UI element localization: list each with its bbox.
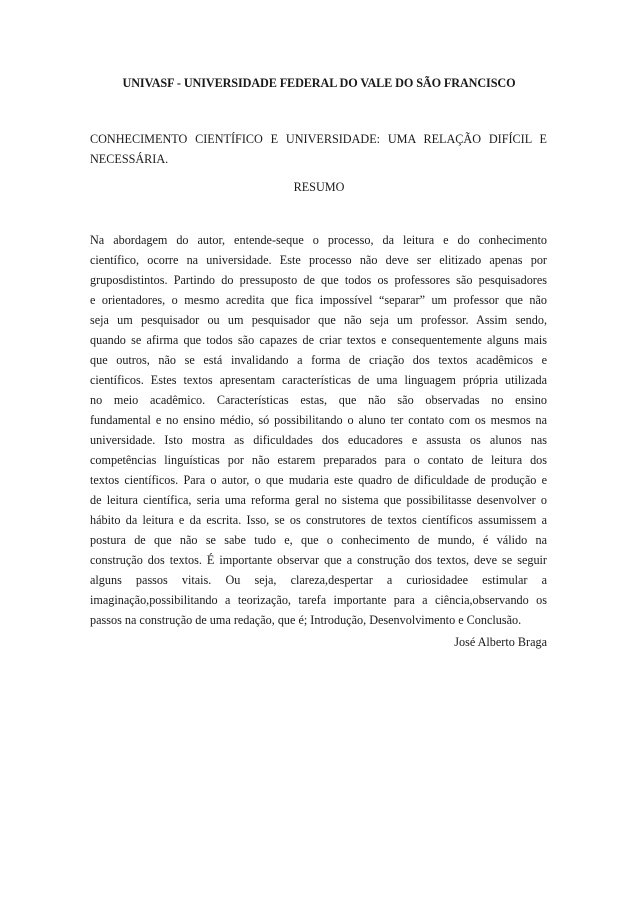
section-heading: RESUMO [293,180,345,194]
abstract-line: passos na construção de uma redação, que é; Introdução, Desenvolvimento e Conclusão. [90,613,522,627]
abstract-line: universidade. Isto mostra as dificuldades dos educadores e assusta os alunos nas [90,433,547,447]
abstract-line: imaginação,possibilitando a teorização, tarefa importante para a ciência,observando os [90,593,547,607]
abstract-line: que outros, não se está invalidando a forma de criação dos textos acadêmicos e [90,353,547,367]
abstract-line: no meio acadêmico. Características estas, que não são observadas no ensino [90,393,547,407]
abstract-line: seja um pesquisador ou um pesquisador que não seja um professor. Assim sendo, [90,313,547,327]
abstract-line: competências linguísticas por não estarem preparados para o contato de leitura dos [90,453,547,467]
abstract-line: construção dos textos. É importante observar que a construção dos textos, deve se seguir [90,553,547,567]
abstract-line: textos científicos. Para o autor, o que mudaria este quadro de dificuldade de produção e [90,473,547,487]
document-title [90,129,547,169]
abstract-line: hábito da leitura e da escrita. Isso, se os construtores de textos científicos assumissem a [90,513,547,527]
abstract-line: de leitura científica, seria uma reforma geral no sistema que possibilitasse desenvolver o [90,493,547,507]
abstract-line: Na abordagem do autor, entende-seque o processo, da leitura e do conhecimento [90,233,547,247]
institution-header: UNIVASF - UNIVERSIDADE FEDERAL DO VALE DO SÃO FRANCISCO [122,76,516,90]
abstract-line: fundamental e no ensino médio, só possibilitando o aluno ter contato com os mesmos na [90,413,547,427]
abstract-line: quando se afirma que todos são capazes de criar textos e consequentemente alguns mais [90,333,547,347]
title-line: NECESSÁRIA. [90,152,169,166]
abstract-line: alguns passos vitais. Ou seja, clareza,despertar a curiosidadee estimular a [90,573,547,587]
abstract-line: científico, ocorre na universidade. Este processo não deve ser elitizado apenas por [90,253,547,267]
abstract-line: gruposdistintos. Partindo do pressuposto de que todos os professores são pesquisadores [90,273,547,287]
abstract-line: e orientadores, o mesmo acredita que fica impossível “separar” um professor que não [90,293,547,307]
abstract-line: postura de que não se sabe tudo e, que o conhecimento de mundo, é válido na [90,533,547,547]
author-signature: José Alberto Braga [454,635,547,649]
abstract-paragraph [90,230,547,630]
abstract-line: científicos. Estes textos apresentam características de uma linguagem própria utilizada [90,373,547,387]
title-line: CONHECIMENTO CIENTÍFICO E UNIVERSIDADE: UMA RELAÇÃO DIFÍCIL E [90,132,547,146]
